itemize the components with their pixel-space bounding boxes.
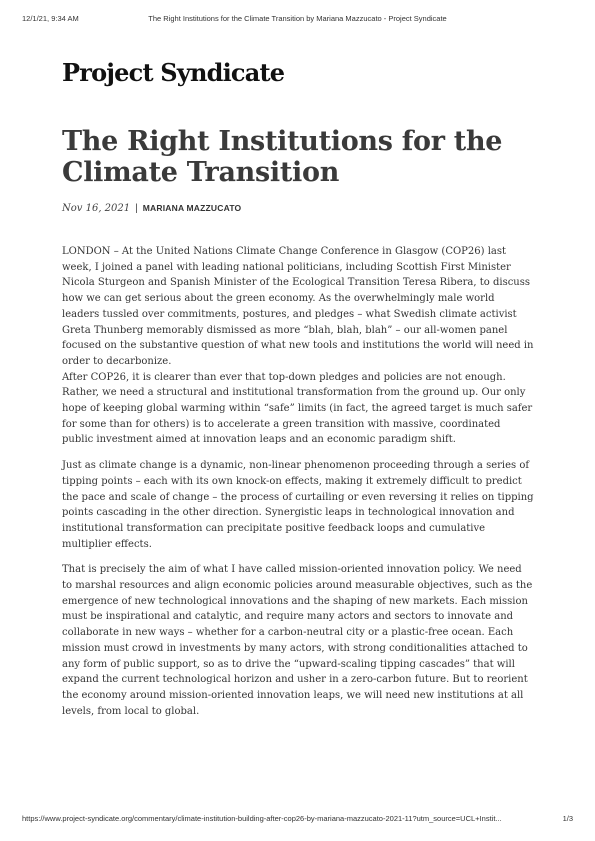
byline — [62, 203, 241, 214]
print-document-title: The Right Institutions for the Climate Transition by Mariana Mazzucato - Project Syndicate — [148, 14, 447, 23]
page-number: 1/3 — [562, 814, 573, 823]
author-name[interactable]: MARIANA MAZZUCATO — [142, 203, 242, 213]
article-paragraph: LONDON – At the United Nations Climate Change Conference in Glasgow (COP26) last week, I joined a panel with leading national politicians, including Scottish First Minister Nicola Sturgeon and Spanish Minister of the Ecological Transition Teresa Ribera, to discuss how we can get serious about the green economy. As the overwhelmingly male world leaders tussled over commitments, postures, and pledges – what Swedish climate activist Greta Thunberg memorably dismissed as more “blah, blah, blah” – our all-women panel focused on the substantive question of what new tools and institutions the world will need in order to decarbonize. — [62, 246, 534, 367]
publication-logo[interactable]: Project Syndicate — [62, 58, 285, 87]
article-paragraph: Just as climate change is a dynamic, non-linear phenomenon proceeding through a series of tipping points – each with its own knock-on effects, making it extremely difficult to predict the pace and scale of change – the process of curtailing or even reversing it relies on tipping points cascading in the other direction. Synergistic leaps in technological innovation and institutional transformation can precipitate positive feedback loops and cumulative multiplier effects. — [62, 460, 534, 550]
article-paragraph: That is precisely the aim of what I have called mission-oriented innovation policy. We need to marshal resources and align economic policies around measurable objectives, such as the emergence of new technological innovations and the shaping of new markets. Each mission must be inspirational and catalytic, and require many actors and sectors to innovate and collaborate in new ways – whether for a carbon-neutral city or a plastic-free ocean. Each mission must crowd in investments by many actors, with strong conditionalities attached to any form of public support, so as to drive the “upward-scaling tipping cascades” that will expand the current technological horizon and usher in a zero-carbon future. But to reorient the economy around mission-oriented innovation leaps, we will need new institutions at all levels, from local to global. — [62, 564, 533, 717]
print-datetime: 12/1/21, 9:34 AM — [22, 14, 79, 23]
article-paragraph: After COP26, it is clearer than ever that top-down pledges and policies are not enough. Rather, we need a structural and institutional transformation from the ground up. Our only hope of keeping global warming within “safe” limits (in fact, the agreed target is much safer for some than for others) is to accelerate a green transition with massive, coordinated public investment aimed at innovation leaps and an economic paradigm shift. — [62, 371, 533, 446]
article-title: The Right Institutions for the Climate Transition — [62, 126, 503, 188]
publication-date: Nov 16, 2021 — [62, 203, 131, 214]
print-url: https://www.project-syndicate.org/commentary/climate-institution-building-after-cop26-by-mariana-mazzucato-2021-11?utm_source=UCL+Instit... — [22, 814, 502, 823]
byline-separator: | — [135, 203, 138, 214]
article-body — [62, 244, 534, 729]
